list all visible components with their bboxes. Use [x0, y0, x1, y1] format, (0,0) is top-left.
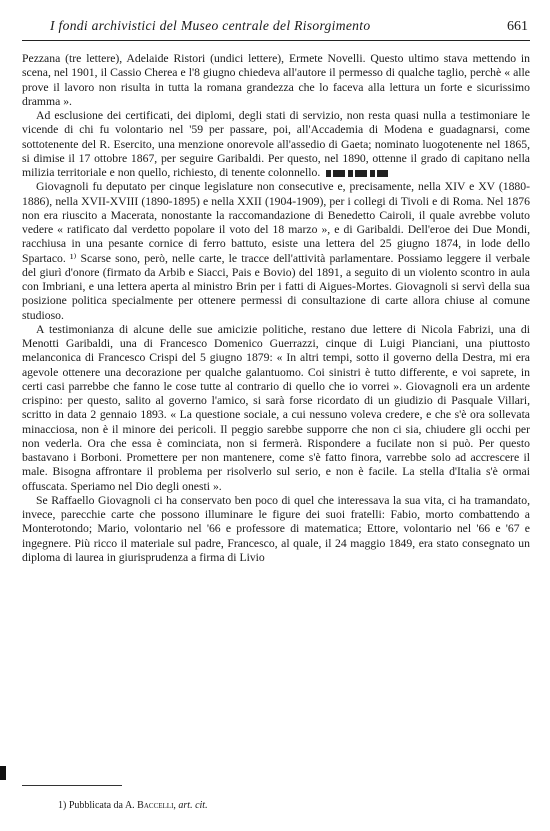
body-text: [22, 52, 530, 565]
footnote-author: Baccelli,: [137, 800, 176, 811]
page-number: 661: [507, 19, 528, 34]
page: [22, 18, 530, 565]
paragraph-5: Se Raffaello Giovagnoli ci ha conservato ben poco di quel che interessava la sua vita, ci ha tramandato, invece, parecchie carte che possono illuminare le figure dei suoi fratelli: Fabio, morto combattendo a Monterotondo; Mario, volontario nel '66 e professore di matematica; Ettore, volontario nel '66 e '67 e ingegnere. Più ricco il materiale sul padre, Francesco, al quale, il 24 maggio 1849, era stato consegnato un diploma di laurea in giurisprudenza a firma di Livio: [22, 493, 530, 564]
paragraph-2: [22, 109, 530, 180]
handwritten-mark: [326, 170, 388, 177]
paragraph-3: Giovagnoli fu deputato per cinque legislature non consecutive e, precisamente, nella XIV e XV (1880-1886), nella XVII-XVIII (1890-1895) e nella XXII (1904-1909), per i collegi di Tivoli e di Roma. Nel 1876 non era riuscito a Macerata, nonostante la raccomandazione di Benedetto Cairoli, il quale avrebbe voluto vedere « ratificato dal verdetto popolare il voto del 18 marzo », e di Garibaldi. Dell'eroe dei Due Mondi, racchiusa in una pesante cornice di ferro battuto, esiste una lettera del 25 giugno 1874, in lode dello Spartaco. ¹⁾ Scarse sono, però, nelle carte, le tracce dell'attività parlamentare. Possiamo leggere il verbale del giurì d'onore (firmato da Arbib e Siacci, Pais e Bovio) del 1891, a seguito di un violento scontro in aula con Imbriani, e una lettera aperta al ministro Brin per i fatti di Aigues-Mortes. Giovagnoli si servì della sua posizione politica specialmente per ottenere permessi di consultazione di carte allora chiuse al comune studioso.: [22, 180, 530, 322]
margin-bar: [0, 766, 6, 780]
running-header: [22, 18, 530, 41]
running-title: I fondi archivistici del Museo centrale del Risorgimento: [50, 18, 371, 33]
paragraph-4: A testimonianza di alcune delle sue amicizie politiche, restano due lettere di Nicola Fabrizi, una di Menotti Garibaldi, una di Francesco Domenico Guerrazzi, cinque di Luigi Pianciani, una piuttosto melanconica di Francesco Crispi del 5 giugno 1879: « In altri tempi, sotto il governo della Destra, mi era agevole ottenere una decorazione per qualche galantuomo. Coi sinistri è tutto differente, e voi saprete, in certi casi parrebbe che fanno le cose tutte al contrario di quello che io vorrei ». Giovagnoli era un ardente crispino: per questo, salito al governo l'amico, si sarà forse ricordato di un giudizio di Pasquale Villari, scritto in data 2 gennaio 1893. « La questione sociale, a cui nessuno voleva credere, e che s'è ora sollevata minacciosa, non è il minore dei pericoli. Il peggio sarebbe supporre che non ci sia, chiudere gli occhi per non vederla. Ora che essa è cominciata, non si fermerà. Rispondere a fucilate non si può. Per questo bastavano i Borboni. Promettere per non mantenere, come s'è fatto finora, varrebbe solo ad accrescere il male. Bisogna affrontare il problema per risolverlo sul serio, e non è facile. La stella d'Italia s'è ormai offuscata. Speriamo nel Dio degli onesti ».: [22, 322, 530, 493]
paragraph-2-text: Ad esclusione dei certificati, dei diplomi, degli stati di servizio, non resta quasi nulla a testimoniare le vicende di chi fu volontario nel '59 per passare, poi, all'Accademia di Modena e guadagnarsi, come sottotenente del R. Esercito, una menzione onorevole all'assedio di Gaeta; nominato luogotenente nel 1865, si dimise il 17 ottobre 1867, per seguire Garibaldi. Per questo, nel 1890, ottenne il grado di capitano nella milizia territoriale e non quello, richiesto, di tenente colonnello.: [22, 109, 530, 179]
footnote-rule: [22, 785, 122, 786]
footnote: [58, 800, 208, 811]
paragraph-1: Pezzana (tre lettere), Adelaide Ristori (undici lettere), Ermete Novelli. Questo ultimo stava mettendo in scena, nel 1901, il Cassio Cherea e l'8 giugno chiedeva all'autore il permesso di qualche taglio, perchè « alle prove il lavoro non risulta in tutta la romana grandezza che lo faceva alla lettura un forte e sicurissimo dramma ».: [22, 52, 530, 108]
footnote-text: Pubblicata da A.: [68, 800, 135, 811]
footnote-ref: art. cit.: [178, 800, 208, 811]
footnote-marker: 1): [58, 800, 67, 811]
